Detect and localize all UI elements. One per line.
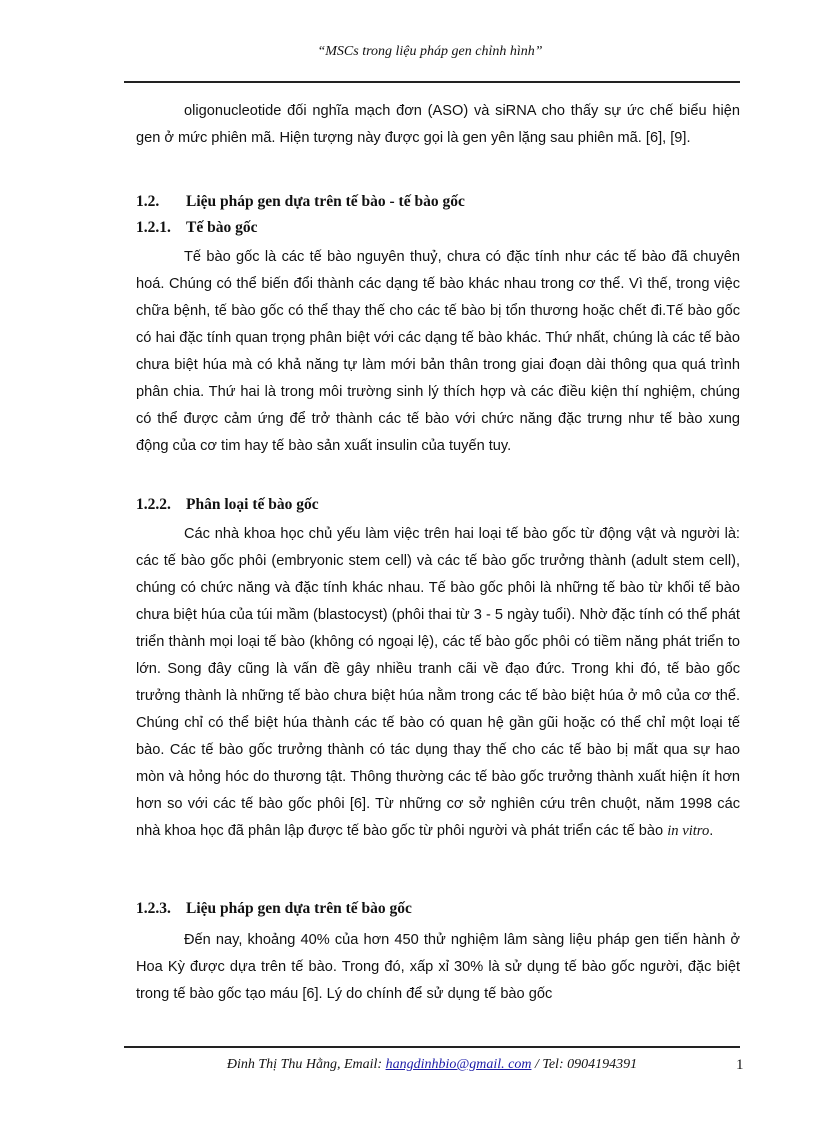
section-title: Liệu pháp gen dựa trên tế bào gốc <box>186 900 412 917</box>
page-footer <box>124 1057 740 1073</box>
section-heading-1-2-3 <box>136 898 740 920</box>
footer-tel: / Tel: 0904194391 <box>531 1057 638 1072</box>
header-title: “MSCs trong liệu pháp gen chỉnh hình” <box>317 44 543 59</box>
paragraph-stem-cells <box>136 244 740 460</box>
footer-author: Đinh Thị Thu Hằng, Email: <box>226 1057 386 1072</box>
section-title: Tế bào gốc <box>186 219 258 236</box>
section-number: 1.2.3. <box>136 900 171 917</box>
header-rule <box>124 81 740 83</box>
intro-paragraph <box>136 98 740 152</box>
paragraph-text: Đến nay, khoảng 40% của hơn 450 thử nghiệm lâm sàng liệu pháp gen tiến hành ở Hoa Kỳ được dựa trên tế bào. Trong đó, xấp xỉ 30% là sử dụng tế bào gốc người, đặc biệt trong tế bào gốc tạo máu [6]. Lý do chính để sử dụng tế bào gốc <box>136 932 740 1002</box>
footer-email-link[interactable]: hangdinhbio@gmail. com <box>385 1057 532 1072</box>
paragraph-text: Các nhà khoa học chủ yếu làm việc trên hai loại tế bào gốc từ động vật và người là: các tế bào gốc phôi (embryonic stem cell) và các tế bào gốc trưởng thành (adult stem cell), chúng có chức năng và đặc tính khác nhau. Tế bào gốc phôi là những tế bào từ khối tế bào chưa biệt húa của túi mầm (blastocyst) (phôi thai từ 3 - 5 ngày tuổi). Nhờ đặc tính có thể phát triển thành mọi loại tế bào (không có ngoại lệ), các tế bào gốc phôi có tiềm năng phát triển to lớn. Song đây cũng là vấn đề gây nhiều tranh cãi về đạo đức. Trong khi đó, tế bào gốc trưởng thành là những tế bào chưa biệt húa nằm trong các tế bào biệt húa ở mô của cơ thể. Chúng chỉ có thể biệt húa thành các tế bào có quan hệ gần gũi hoặc có thể chỉ một loại tế bào. Các tế bào gốc trưởng thành có tác dụng thay thế cho các tế bào bị mất qua sự hao mòn và hỏng hóc do thương tật. Thông thường các tế bào gốc trưởng thành xuất hiện ít hơn hơn so với các tế bào gốc phôi [6]. Từ những cơ sở nghiên cứu trên chuột, năm 1998 các nhà khoa học đã phân lập được tế bào gốc từ phôi người và phát triển các tế bào <box>136 526 740 839</box>
section-number: 1.2.1. <box>136 219 171 236</box>
section-title: Liệu pháp gen dựa trên tế bào - tế bào gốc <box>186 193 465 210</box>
paragraph-text: Tế bào gốc là các tế bào nguyên thuỷ, chưa có đặc tính như các tế bào đã chuyên hoá. Chúng có thể biến đổi thành các dạng tế bào khác nhau trong cơ thể. Vì thế, trong việc chữa bệnh, tế bào gốc có thể thay thế cho các tế bào bị tổn thương hoặc chết đi.Tế bào gốc có hai đặc tính quan trọng phân biệt với các dạng tế bào khác. Thứ nhất, chúng là các tế bào chưa biệt húa mà có khả năng tự làm mới bản thân trong giai đoạn dài thông qua quá trình phân chia. Thứ hai là trong môi trường sinh lý thích hợp và các điều kiện thí nghiệm, chúng có thể được cảm ứng để trở thành các tế bào với chức năng đặc trưng như tế bào xung động của cơ tim hay tế bào sản xuất insulin của tuyến tuy. <box>136 249 740 454</box>
paragraph-body <box>136 521 740 845</box>
in-vitro-term: in vitro <box>667 823 710 839</box>
paragraph-stem-cell-types <box>136 521 740 845</box>
page-number: 1 <box>736 1057 744 1073</box>
section-title: Phân loại tế bào gốc <box>186 496 319 513</box>
paragraph-stem-cell-gene-therapy <box>136 927 740 1008</box>
section-heading-1-2-1 <box>136 217 740 239</box>
section-number: 1.2.2. <box>136 496 171 513</box>
section-heading-1-2 <box>136 191 740 213</box>
intro-text: oligonucleotide đối nghĩa mạch đơn (ASO) và siRNA cho thấy sự ức chế biểu hiện gen ở mức phiên mã. Hiện tượng này được gọi là gen yên lặng sau phiên mã. [6], [9]. <box>136 103 740 146</box>
section-number: 1.2. <box>136 193 160 210</box>
footer-rule <box>124 1046 740 1048</box>
running-header <box>0 44 816 60</box>
paragraph-end-punct: . <box>709 823 714 839</box>
section-heading-1-2-2 <box>136 494 740 516</box>
